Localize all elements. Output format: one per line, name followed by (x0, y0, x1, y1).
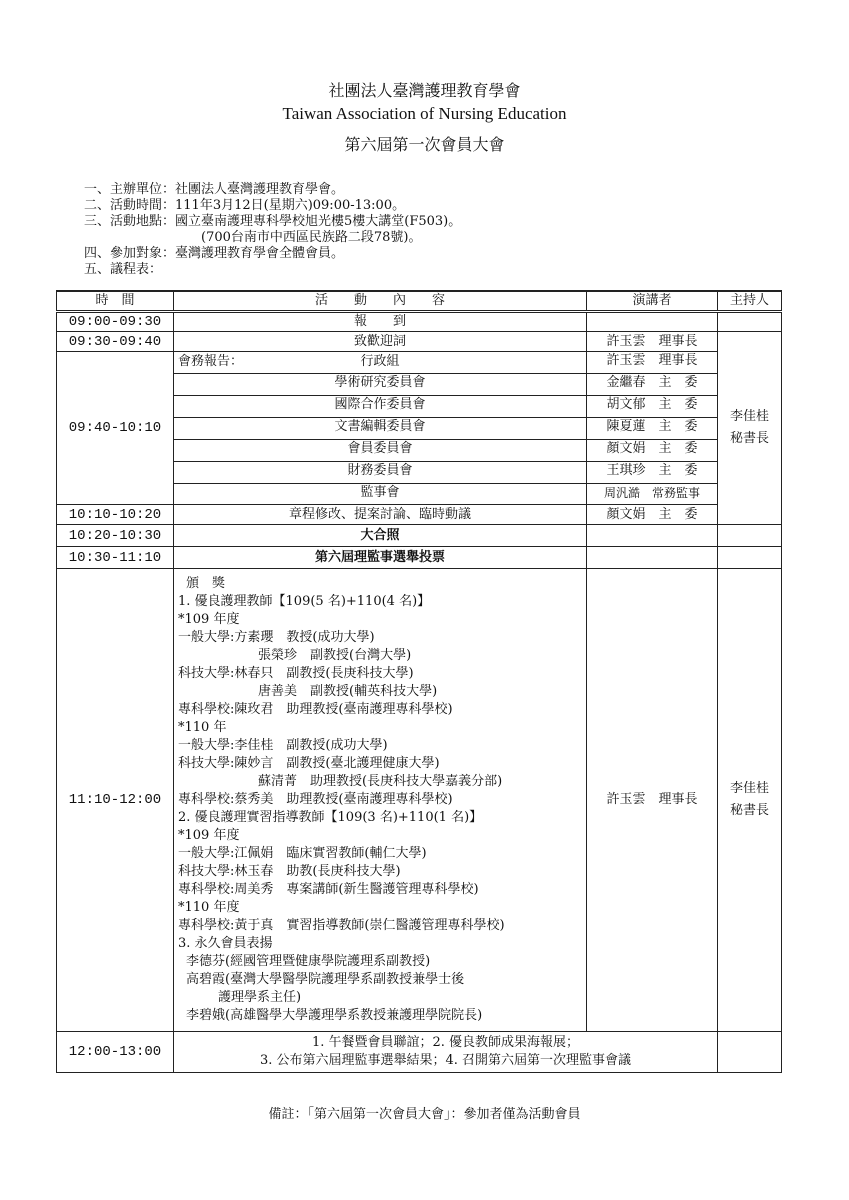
info-agenda-label: 五、議程表： (84, 262, 163, 277)
report-speaker: 顏文娟 主 委 (587, 440, 717, 462)
row-speaker (587, 352, 718, 505)
award-line: 一般大學:李佳桂 副教授(成功大學) (178, 738, 388, 753)
table-row (57, 332, 782, 352)
report-item: 學術研究委員會 (174, 374, 586, 396)
row-time: 09:40-10:10 (57, 352, 174, 505)
meeting-title: 第六屆第一次會員大會 (344, 135, 505, 154)
row-time: 10:30-11:10 (57, 547, 174, 569)
award-line: 一般大學:江佩娟 臨床實習教師(輔仁大學) (178, 846, 427, 861)
report-label: 會務報告： (178, 354, 244, 369)
award-line: *109 年度 (178, 612, 240, 627)
award-line: 張榮珍 副教授(台灣大學) (258, 648, 412, 663)
report-item-name: 行政組 (360, 354, 400, 369)
award-line: 專科學校:周美秀 專案講師(新生醫護管理專科學校) (178, 882, 479, 897)
report-item: 文書編輯委員會 (174, 418, 586, 440)
table-row (57, 547, 782, 569)
award-line: 李德芬(經國管理暨健康學院護理系副教授) (186, 954, 431, 969)
row-time: 09:30-09:40 (57, 332, 174, 352)
row-speaker (587, 547, 718, 569)
award-line: 護理學系主任) (218, 990, 302, 1005)
report-speaker: 王琪珍 主 委 (587, 462, 717, 484)
table-row (57, 352, 782, 505)
report-item: 監事會 (360, 485, 400, 500)
row-activity (174, 569, 587, 1032)
event-info (84, 182, 461, 278)
row-activity: 章程修改、提案討論、臨時動議 (174, 505, 587, 525)
row-time: 10:20-10:30 (57, 525, 174, 547)
info-organizer: 一、主辦單位：社團法人臺灣護理教育學會。 (84, 182, 345, 197)
row-speaker: 許玉雲 理事長 (587, 569, 718, 1032)
row-activity: 報 到 (174, 312, 587, 332)
row-time: 11:10-12:00 (57, 569, 174, 1032)
report-speaker: 金繼春 主 委 (587, 374, 717, 396)
row-time: 10:10-10:20 (57, 505, 174, 525)
info-venue: 三、活動地點：國立臺南護理專科學校旭光樓5樓大講堂(F503)。 (84, 214, 462, 229)
report-item: 財務委員會 (174, 462, 586, 484)
row-host (718, 1032, 782, 1073)
row-activity: 大合照 (174, 525, 587, 547)
header-activity: 活 動 內 容 (174, 291, 587, 312)
award-line: *109 年度 (178, 828, 240, 843)
row-activity (174, 352, 587, 505)
award-line: 專科學校:陳玫君 助理教授(臺南護理專科學校) (178, 702, 453, 717)
table-header-row (57, 291, 782, 312)
row-time: 12:00-13:00 (57, 1032, 174, 1073)
table-row (57, 505, 782, 525)
row-activity: 致歡迎詞 (174, 332, 587, 352)
header-speaker: 演講者 (587, 291, 718, 312)
award-line: 李碧娥(高雄醫學大學護理學系教授兼護理學院院長) (186, 1008, 483, 1023)
report-item: 國際合作委員會 (174, 396, 586, 418)
header-host: 主持人 (718, 291, 782, 312)
award-line: 蘇清菁 助理教授(長庚科技大學嘉義分部) (258, 774, 503, 789)
report-item (174, 352, 586, 374)
table-row (57, 525, 782, 547)
agenda-table (56, 290, 782, 1073)
report-speaker: 許玉雲 理事長 (587, 352, 717, 374)
award-line: 高碧霞(臺灣大學醫學院護理學系副教授兼學士後 (186, 972, 465, 987)
row-host (718, 525, 782, 547)
report-speaker: 胡文郁 主 委 (587, 396, 717, 418)
host-title: 秘書長 (729, 431, 769, 446)
info-address: (700台南市中西區民族路二段78號)。 (201, 230, 422, 245)
report-speaker: 陳夏蓮 主 委 (587, 418, 717, 440)
org-name-zh: 社團法人臺灣護理教育學會 (328, 81, 521, 100)
award-line: *110 年度 (178, 900, 240, 915)
table-row (57, 569, 782, 1032)
table-row (57, 312, 782, 332)
award-line: 科技大學:陳妙言 副教授(臺北護理健康大學) (178, 756, 440, 771)
header-time: 時 間 (57, 291, 174, 312)
award-line: 3. 永久會員表揚 (178, 936, 273, 951)
row-speaker: 許玉雲 理事長 (587, 332, 718, 352)
award-line: 科技大學:林玉春 助教(長庚科技大學) (178, 864, 401, 879)
row-host (718, 569, 782, 1032)
award-line: 科技大學:林春只 副教授(長庚科技大學) (178, 666, 414, 681)
row-activity (174, 1032, 718, 1073)
row-speaker (587, 525, 718, 547)
table-row (57, 1032, 782, 1073)
award-line: 專科學校:黃于真 實習指導教師(崇仁醫護管理專科學校) (178, 918, 505, 933)
footnote: 備註：「第六屆第一次會員大會」：參加者僅為活動會員 (268, 1107, 581, 1122)
host-title: 秘書長 (729, 803, 769, 818)
row-time: 09:00-09:30 (57, 312, 174, 332)
row-host (718, 312, 782, 332)
info-participants: 四、參加對象：臺灣護理教育學會全體會員。 (84, 246, 345, 261)
row-speaker: 顏文娟 主 委 (587, 505, 718, 525)
info-time: 二、活動時間：111年3月12日(星期六)09:00-13:00。 (84, 198, 406, 213)
row-activity: 第六屆理監事選舉投票 (174, 547, 587, 569)
row-host (718, 332, 782, 525)
award-heading: 頒 獎 (186, 576, 226, 591)
host-name: 李佳桂 (729, 409, 769, 424)
closing-line: 3. 公布第六屆理監事選舉結果；4. 召開第六屆第一次理監事會議 (259, 1053, 632, 1068)
award-line: 一般大學:方素瓔 教授(成功大學) (178, 630, 375, 645)
award-line: 2. 優良護理實習指導教師【109(3 名)+110(1 名)】 (178, 810, 483, 825)
org-name-en: Taiwan Association of Nursing Education (282, 104, 567, 123)
report-speaker: 周汎澔 常務監事 (603, 486, 700, 500)
row-host (718, 547, 782, 569)
row-speaker (587, 312, 718, 332)
award-line: 專科學校:蔡秀美 助理教授(臺南護理專科學校) (178, 792, 453, 807)
closing-line: 1. 午餐暨會員聯誼；2. 優良教師成果海報展； (311, 1035, 580, 1050)
host-name: 李佳桂 (729, 781, 769, 796)
report-item: 會員委員會 (174, 440, 586, 462)
award-line: 唐善美 副教授(輔英科技大學) (258, 684, 438, 699)
award-line: *110 年 (178, 720, 227, 735)
award-line: 1. 優良護理教師【109(5 名)+110(4 名)】 (178, 594, 431, 609)
